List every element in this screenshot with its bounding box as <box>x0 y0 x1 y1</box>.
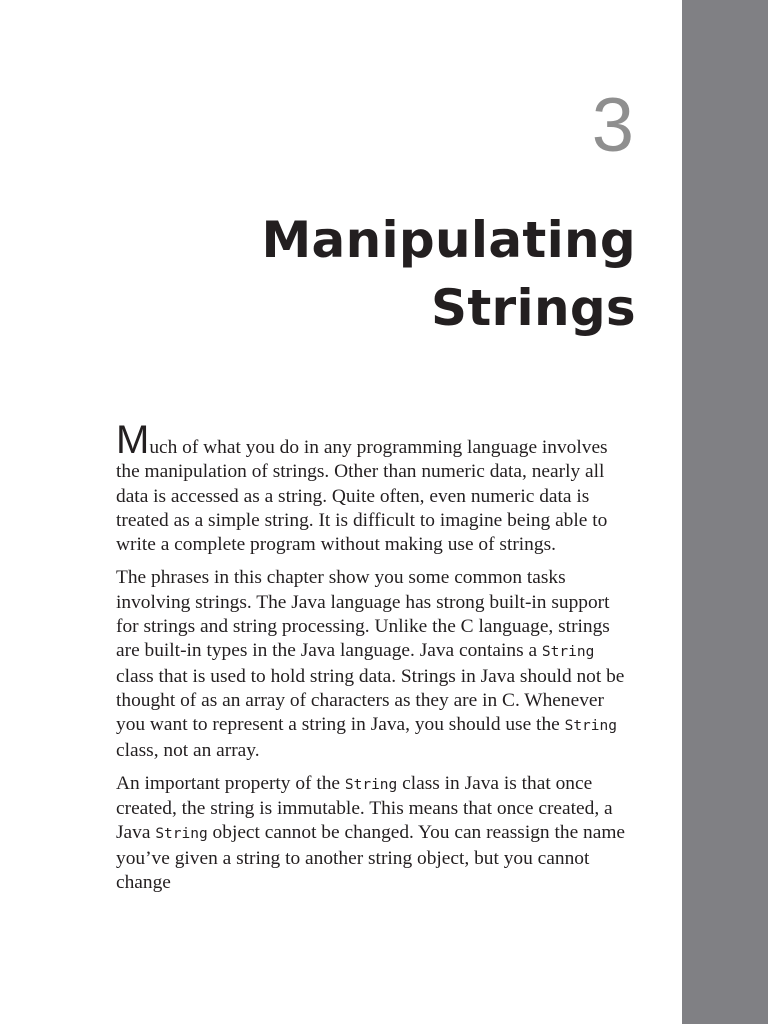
paragraph-2-text-b: class that is used to hold string data. Strings in Java should not be thought of as an array of characters as they are in C. Whenever you want to represent a string in Java, you should use the <box>116 665 625 736</box>
paragraph-3-text-c: object cannot be changed. You can reassign the name you’ve given a string to another string object, but you cannot change <box>116 822 626 894</box>
inline-code-string: String <box>564 718 617 735</box>
paragraph-1-text: uch of what you do in any programming language involves the manipulation of strings. Other than numeric data, nearly all data is accessed as a string. Quite often, even numeric data is treated as a simple string. It is difficult to imagine being able to write a complete program without making use of strings. <box>116 437 608 556</box>
chapter-number: 3 <box>591 83 634 168</box>
inline-code-string: String <box>344 776 398 793</box>
chapter-title <box>261 206 636 342</box>
paragraph-2-text-c: class, not an array. <box>116 739 260 761</box>
paragraph-3-text-b: class in Java is that once created, the string is immutable. This means that once created, a Java <box>116 772 613 844</box>
chapter-title-line-1: Manipulating <box>261 211 636 269</box>
side-thumb-tab <box>682 0 768 1024</box>
paragraph-2 <box>116 566 636 762</box>
inline-code-string: String <box>155 826 208 843</box>
chapter-title-line-2: Strings <box>431 279 636 337</box>
body-text <box>116 418 636 904</box>
paragraph-1 <box>116 418 636 557</box>
paragraph-3-text-a: An important property of the <box>116 772 345 794</box>
paragraph-2-text-a: The phrases in this chapter show you some common tasks involving strings. The Java language has strong built-in support for strings and string processing. Unlike the C language, strings are built-in types in the Java language. Java contains a <box>116 567 610 662</box>
paragraph-3 <box>116 772 636 895</box>
inline-code-string: String <box>541 644 595 661</box>
drop-cap: M <box>116 418 150 462</box>
